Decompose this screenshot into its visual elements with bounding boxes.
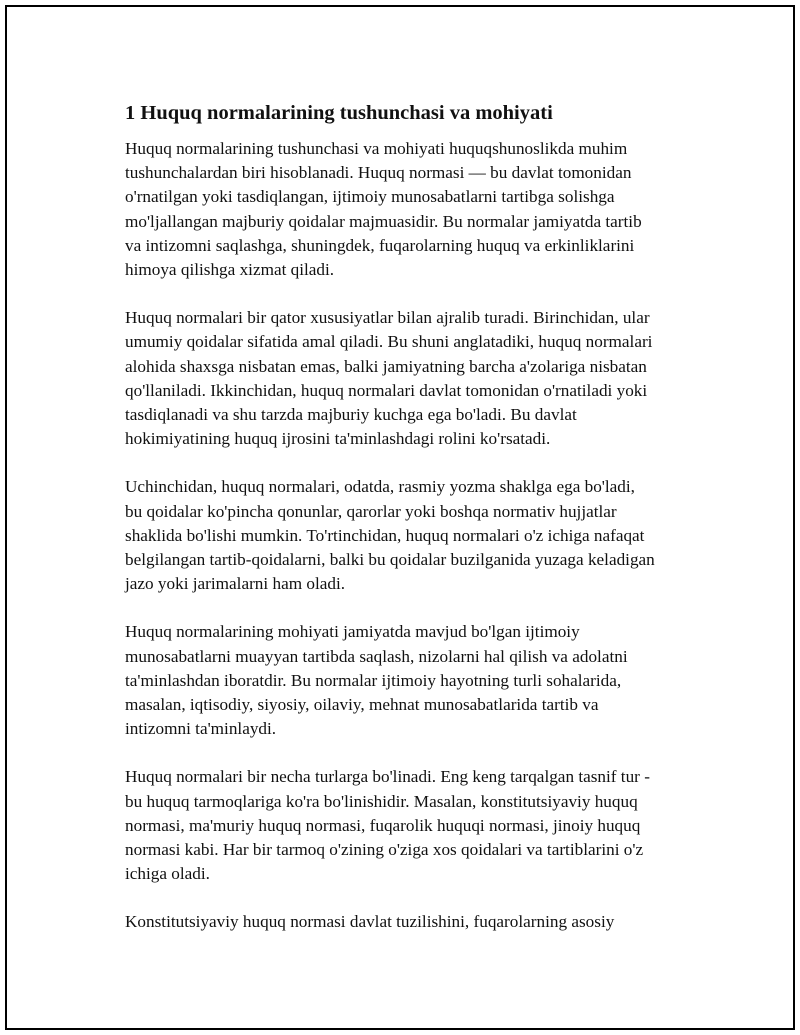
document-content xyxy=(125,99,705,959)
text-line: o'rnatilgan yoki tasdiqlangan, ijtimoiy munosabatlarni tartibga solishga xyxy=(125,187,615,207)
text-line: masalan, iqtisodiy, siyosiy, oilaviy, mehnat munosabatlarida tartib va xyxy=(125,695,599,715)
text-line: normasi, ma'muriy huquq normasi, fuqarolik huquqi normasi, jinoiy huquq xyxy=(125,815,641,835)
text-line: Uchinchidan, huquq normalari, odatda, rasmiy yozma shaklga ega bo'ladi, xyxy=(125,477,635,497)
paragraph-3 xyxy=(125,475,705,596)
text-line: ta'minlashdan iboratdir. Bu normalar ijtimoiy hayotning turli sohalarida, xyxy=(125,670,622,690)
text-line: qo'llaniladi. Ikkinchidan, huquq normalari davlat tomonidan o'rnatiladi yoki xyxy=(125,380,648,400)
page-frame xyxy=(5,5,795,1030)
text-line: himoya qilishga xizmat qiladi. xyxy=(125,260,335,280)
text-line: umumiy qoidalar sifatida amal qiladi. Bu shuni anglatadiki, huquq normalari xyxy=(125,332,653,352)
text-line: munosabatlarni muayyan tartibda saqlash, nizolarni hal qilish va adolatni xyxy=(125,646,628,666)
text-line: bu qoidalar ko'pincha qonunlar, qarorlar yoki boshqa normativ hujjatlar xyxy=(125,501,617,521)
paragraph-2 xyxy=(125,306,705,451)
text-line: tushunchalardan biri hisoblanadi. Huquq normasi — bu davlat tomonidan xyxy=(125,163,632,183)
paragraph-6 xyxy=(125,910,705,934)
text-line: Huquq normalarining mohiyati jamiyatda mavjud bo'lgan ijtimoiy xyxy=(125,622,580,642)
text-line: Huquq normalarining tushunchasi va mohiyati huquqshunoslikda muhim xyxy=(125,139,628,158)
text-line: normasi kabi. Har bir tarmoq o'zining o'ziga xos qoidalari va tartiblarini o'z xyxy=(125,840,644,860)
text-line: ichiga oladi. xyxy=(125,864,210,884)
text-line: intizomni ta'minlaydi. xyxy=(125,719,277,739)
text-line: tasdiqlanadi va shu tarzda majburiy kuchga ega bo'ladi. Bu davlat xyxy=(125,405,577,425)
paragraph-4 xyxy=(125,620,705,741)
text-line: va intizomni saqlashga, shuningdek, fuqarolarning huquq va erkinliklarini xyxy=(125,235,635,255)
text-line: mo'ljallangan majburiy qoidalar majmuasidir. Bu normalar jamiyatda tartib xyxy=(125,211,642,231)
paragraph-1 xyxy=(125,137,705,282)
text-line: bu huquq tarmoqlariga ko'ra bo'linishidir. Masalan, konstitutsiyaviy huquq xyxy=(125,791,638,811)
text-line: Huquq normalari bir necha turlarga bo'linadi. Eng keng tarqalgan tasnif tur - xyxy=(125,767,650,787)
text-line: jazo yoki jarimalarni ham oladi. xyxy=(125,574,346,594)
text-line: Konstitutsiyaviy huquq normasi davlat tuzilishini, fuqarolarning asosiy xyxy=(125,912,615,932)
text-line: shaklida bo'lishi mumkin. To'rtinchidan, huquq normalari o'z ichiga nafaqat xyxy=(125,525,645,545)
text-line: hokimiyatining huquq ijrosini ta'minlashdagi rolini ko'rsatadi. xyxy=(125,429,551,449)
text-line: belgilangan tartib-qoidalarni, balki bu qoidalar buzilganida yuzaga keladigan xyxy=(125,550,655,570)
paragraph-5 xyxy=(125,765,705,886)
text-line: alohida shaxsga nisbatan emas, balki jamiyatning barcha a'zolariga nisbatan xyxy=(125,356,647,376)
text-line: Huquq normalari bir qator xususiyatlar bilan ajralib turadi. Birinchidan, ular xyxy=(125,308,650,328)
section-heading: 1 Huquq normalarining tushunchasi va mohiyati xyxy=(125,102,553,124)
